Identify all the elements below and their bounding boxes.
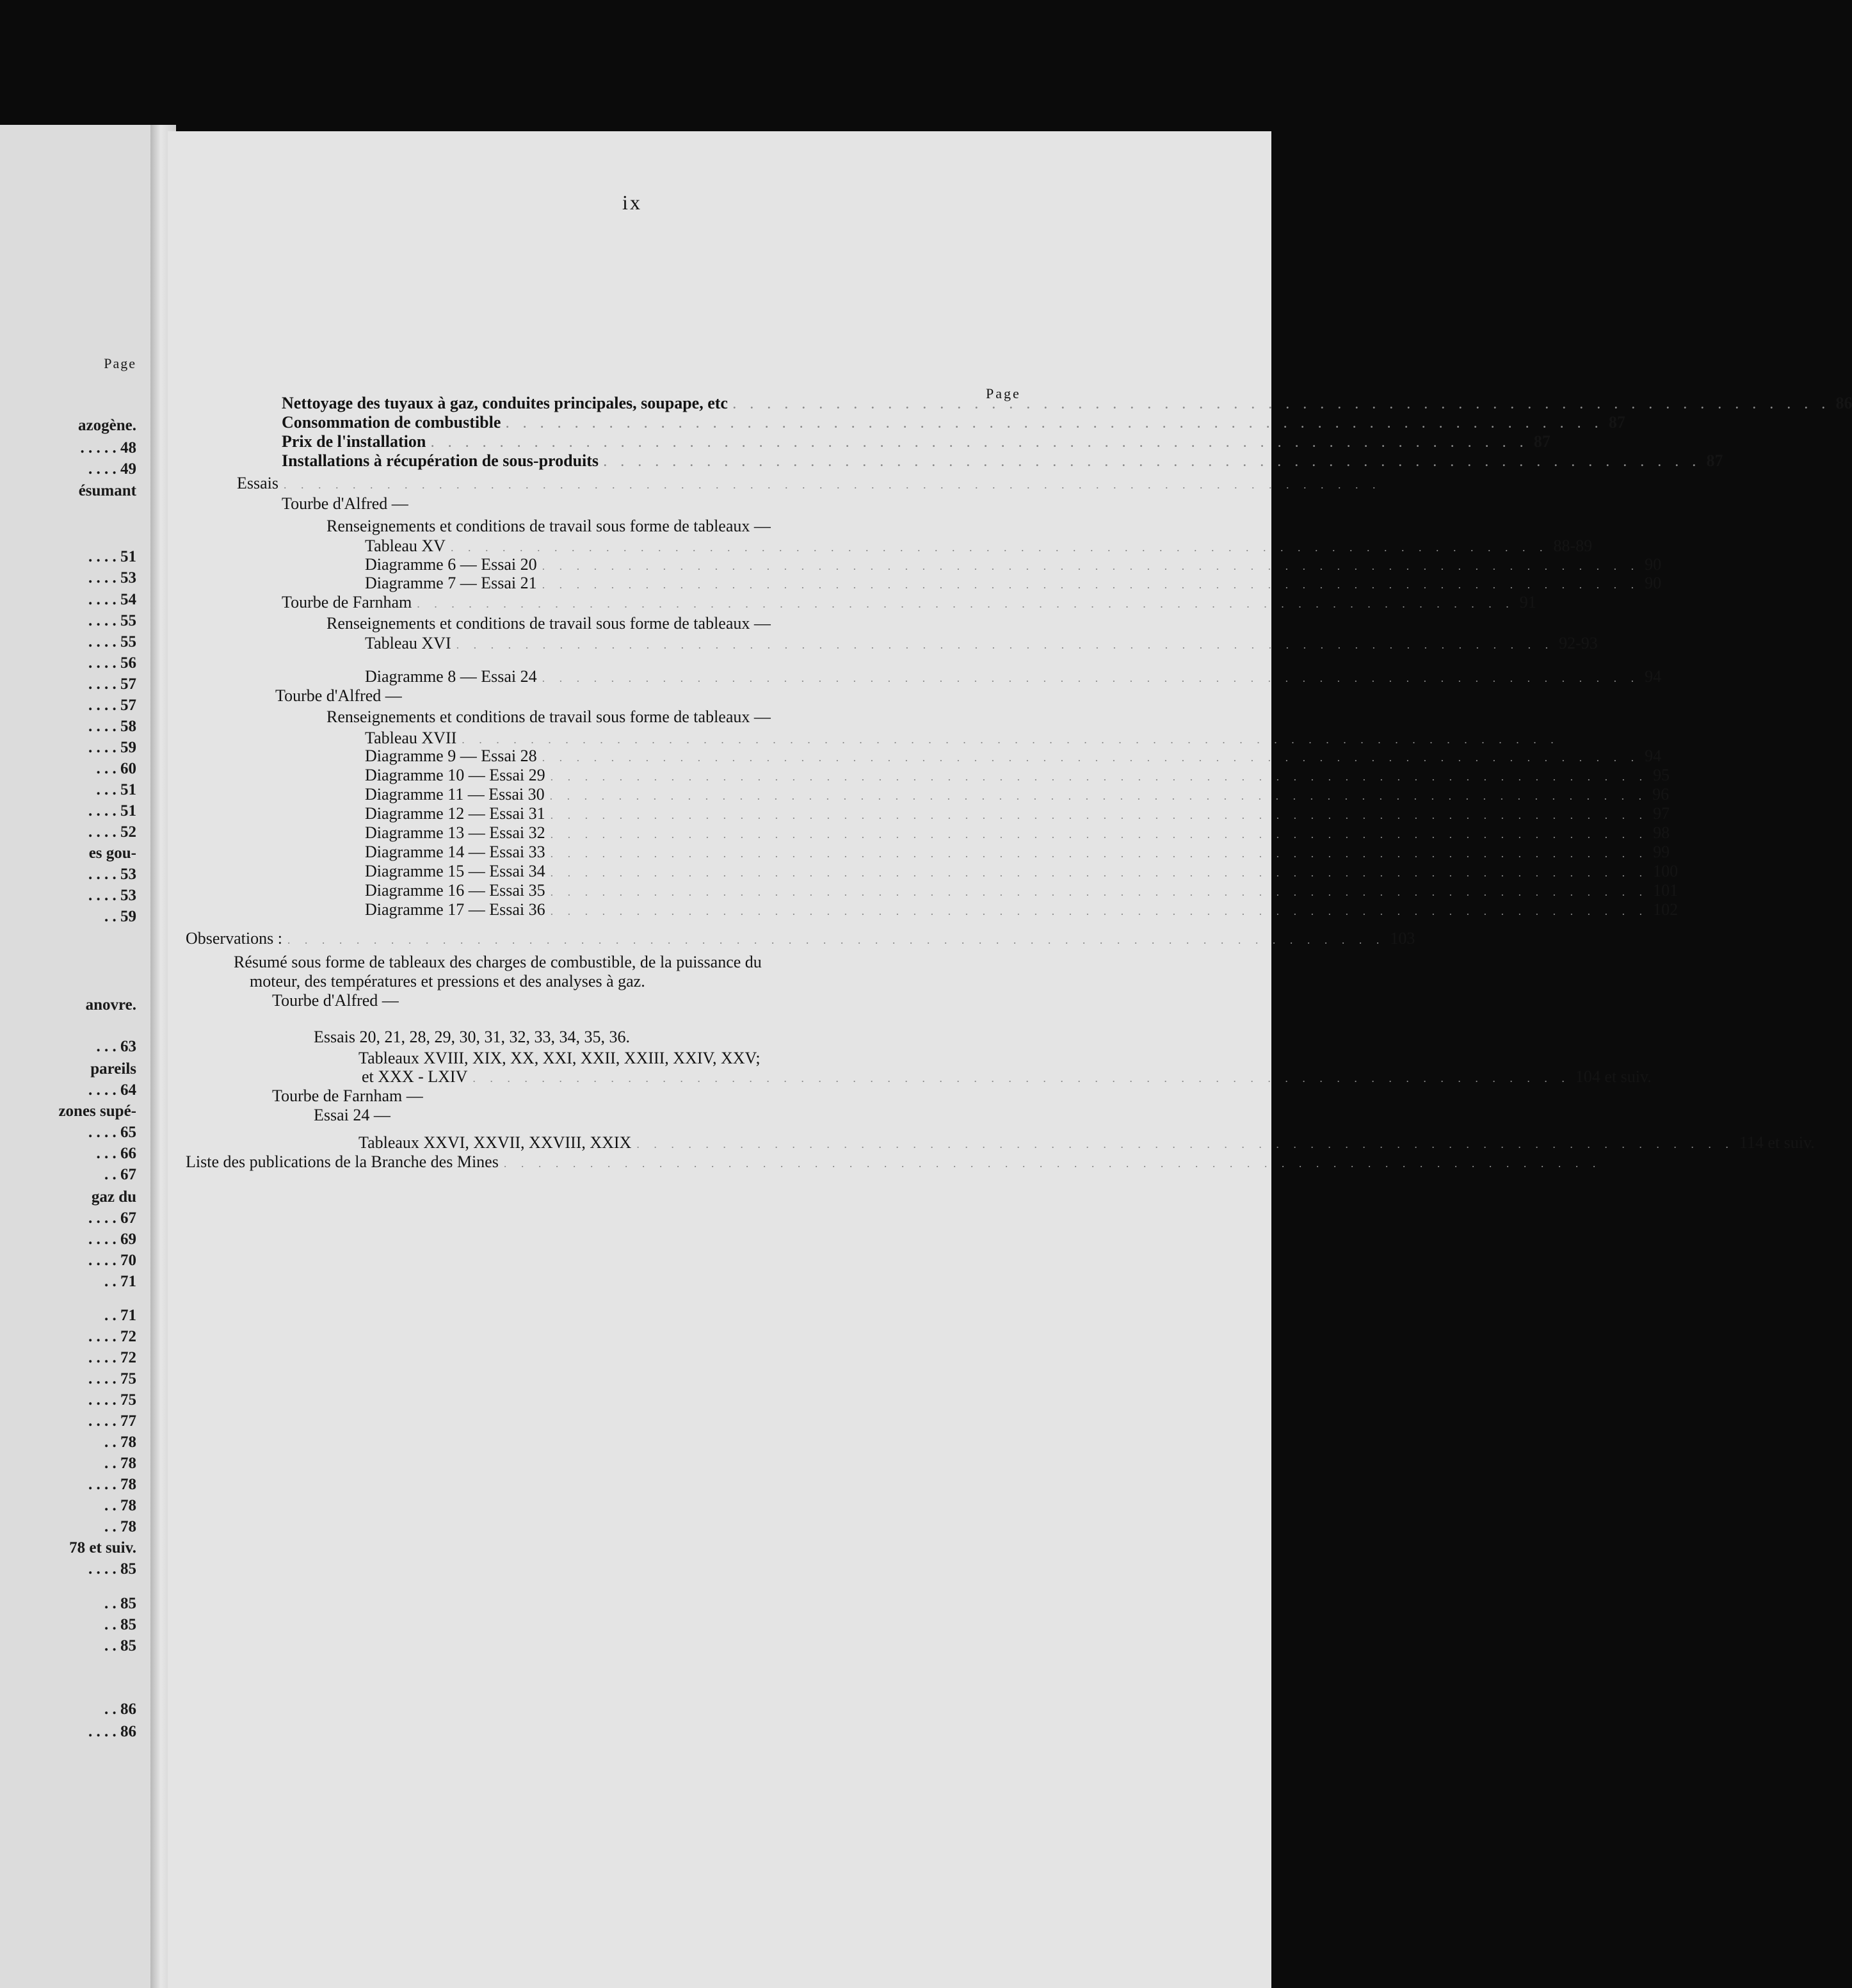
- left-page-line: . . . . 86: [88, 1723, 136, 1740]
- toc-entry: [365, 574, 1662, 594]
- toc-entry: [237, 474, 1381, 494]
- left-page-line: es gou-: [88, 844, 136, 862]
- dot-leader: . . . . . . . . . . . . . . . . . . . . . . . . . . . . . . . . . . . . . . . . . . . . . . . . . . . . . . . . . . . . . . . .: [550, 770, 1648, 783]
- dot-leader: . . . . . . . . . . . . . . . . . . . . . . . . . . . . . . . . . . . . . . . . . . . . . . . . . . . . . . . . . . . . . . . .: [636, 1138, 1734, 1151]
- toc-heading: [314, 1106, 391, 1125]
- toc-entry: [186, 1152, 1602, 1173]
- left-page-line: . . . . 49: [88, 460, 136, 478]
- toc-entry-page: 104 et suiv.: [1575, 1067, 1652, 1086]
- toc-heading: [275, 686, 402, 706]
- left-page-line: . . . . . 48: [80, 439, 136, 457]
- left-page-line: . . . . 54: [88, 591, 136, 608]
- left-page-line: . . . . 65: [88, 1124, 136, 1141]
- toc-heading: [234, 953, 762, 972]
- toc-entry-title: Diagramme 9 — Essai 28: [365, 747, 537, 765]
- toc-entry-page: 97: [1653, 804, 1670, 823]
- left-page-line: . . . . 53: [88, 887, 136, 904]
- left-page-line: . . . . 55: [88, 612, 136, 629]
- dot-leader: . . . . . . . . . . . . . . . . . . . . . . . . . . . . . . . . . . . . . . . . . . . . . . . . . . . . . . . . . . . . . . . .: [450, 541, 1549, 554]
- left-page-line: . . 78: [104, 1497, 136, 1514]
- toc-entry: [365, 900, 1679, 921]
- toc-entry-title: Tableau XV: [365, 537, 446, 555]
- left-page-line: . . 71: [104, 1273, 136, 1290]
- left-page-line: . . 78: [104, 1455, 136, 1472]
- toc-heading-text: Tableaux XVIII, XIX, XX, XXI, XXII, XXIII, XXIV, XXV;: [358, 1049, 761, 1067]
- dot-leader: . . . . . . . . . . . . . . . . . . . . . . . . . . . . . . . . . . . . . . . . . . . . . . . . . . . . . . . . . . . . . . . .: [456, 638, 1554, 651]
- left-page-line: zones supé-: [58, 1103, 136, 1120]
- toc-entry-title: Tableau XVI: [365, 634, 451, 652]
- left-page-line: . . 85: [104, 1595, 136, 1612]
- left-page-line: . . . . 70: [88, 1252, 136, 1269]
- toc-entry-page: 96: [1652, 785, 1670, 804]
- toc-heading-text: Résumé sous forme de tableaux des charges de combustible, de la puissance du: [234, 953, 762, 971]
- toc-entry-page: 90: [1645, 574, 1662, 592]
- left-page-line: . . . . 51: [88, 802, 136, 820]
- toc-entry: [365, 747, 1662, 767]
- left-page-line: . . 85: [104, 1637, 136, 1654]
- left-page-line: . . 78: [104, 1518, 136, 1535]
- page-column-label: Page: [986, 385, 1021, 401]
- toc-entry-title: Prix de l'installation: [282, 432, 426, 451]
- toc-entry-title: Diagramme 14 — Essai 33: [365, 843, 545, 861]
- toc-heading: [326, 614, 771, 633]
- toc-entry: [365, 881, 1679, 901]
- toc-heading: [250, 972, 645, 991]
- toc-entry: [365, 634, 1598, 654]
- left-page-line: . . . . 72: [88, 1328, 136, 1345]
- toc-entry-title: Diagramme 10 — Essai 29: [365, 766, 545, 784]
- left-page-line: . . 85: [104, 1616, 136, 1633]
- left-page-line: . . . . 52: [88, 823, 136, 841]
- left-page-line: gaz du: [91, 1188, 136, 1206]
- toc-heading: [326, 517, 771, 536]
- toc-entry-page: 91: [1519, 593, 1536, 611]
- toc-entry-page: 86: [1835, 394, 1852, 412]
- dot-leader: . . . . . . . . . . . . . . . . . . . . . . . . . . . . . . . . . . . . . . . . . . . . . . . . . . . . . . . . . . . . . . . .: [550, 847, 1648, 860]
- toc-entry: [365, 555, 1662, 576]
- toc-entry: [282, 413, 1625, 433]
- toc-entry-title: Tableau XVII: [365, 729, 457, 747]
- dot-leader: . . . . . . . . . . . . . . . . . . . . . . . . . . . . . . . . . . . . . . . . . . . . . . . . . . . . . . . . . . . . . . . .: [550, 828, 1648, 841]
- toc-entry-page: 114 et suiv.: [1739, 1133, 1815, 1152]
- left-page-line: . . . . 57: [88, 697, 136, 714]
- dot-leader: . . . . . . . . . . . . . . . . . . . . . . . . . . . . . . . . . . . . . . . . . . . . . . . . . . . . . . . . . . . . . . . .: [550, 885, 1648, 898]
- toc-heading-text: Essai 24 —: [314, 1106, 391, 1124]
- left-page-line: . . . . 85: [88, 1560, 136, 1578]
- toc-entry-title: Consommation de combustible: [282, 413, 501, 432]
- toc-heading: [358, 1049, 761, 1068]
- dot-leader: . . . . . . . . . . . . . . . . . . . . . . . . . . . . . . . . . . . . . . . . . . . . . . . . . . . . . . . . . . . . . . . .: [604, 456, 1702, 469]
- left-page-line: . . 78: [104, 1434, 136, 1451]
- left-page-line: ésumant: [78, 482, 136, 499]
- toc-entry-page: 103: [1390, 929, 1415, 948]
- dot-leader: . . . . . . . . . . . . . . . . . . . . . . . . . . . . . . . . . . . . . . . . . . . . . . . . . . . . . . . . . . . . . . . .: [732, 398, 1831, 411]
- toc-heading-text: Tourbe d'Alfred —: [282, 494, 408, 513]
- dot-leader: . . . . . . . . . . . . . . . . . . . . . . . . . . . . . . . . . . . . . . . . . . . . . . . . . . . . . . . . . . . . . . . .: [542, 751, 1640, 764]
- toc-entry: [365, 804, 1670, 825]
- toc-entry-page: 87: [1706, 451, 1723, 470]
- left-page-line: . . 59: [104, 908, 136, 925]
- toc-entry-page: 87: [1608, 413, 1625, 432]
- toc-heading-text: Renseignements et conditions de travail sous forme de tableaux —: [326, 614, 771, 633]
- toc-entry-title: Diagramme 17 — Essai 36: [365, 900, 545, 919]
- dot-leader: . . . . . . . . . . . . . . . . . . . . . . . . . . . . . . . . . . . . . . . . . . . . . . . . . . . . . . . . . . . . . . . .: [550, 866, 1648, 879]
- toc-entry-title: Diagramme 15 — Essai 34: [365, 862, 545, 880]
- dot-leader: . . . . . . . . . . . . . . . . . . . . . . . . . . . . . . . . . . . . . . . . . . . . . . . . . . . . . . . . . . . . . . . .: [472, 1072, 1570, 1085]
- toc-heading-text: Tourbe d'Alfred —: [272, 991, 399, 1010]
- toc-entry-page: 87: [1533, 432, 1550, 451]
- dot-leader: . . . . . . . . . . . . . . . . . . . . . . . . . . . . . . . . . . . . . . . . . . . . . . . . . . . . . . . . . . . . . . . .: [550, 809, 1648, 821]
- left-page-line: . . . 63: [96, 1038, 136, 1055]
- left-page-line: . . . . 77: [88, 1412, 136, 1430]
- left-page-line: . . . 51: [96, 781, 136, 798]
- toc-entry-page: 100: [1653, 862, 1679, 880]
- dot-leader: . . . . . . . . . . . . . . . . . . . . . . . . . . . . . . . . . . . . . . . . . . . . . . . . . . . . . . . . . . . . . . . .: [462, 733, 1559, 746]
- toc-entry: [365, 785, 1670, 805]
- left-page-line: anovre.: [85, 996, 136, 1014]
- left-page-line: . . . . 55: [88, 633, 136, 651]
- dot-leader: . . . . . . . . . . . . . . . . . . . . . . . . . . . . . . . . . . . . . . . . . . . . . . . . . . . . . . . . . . . . . . . .: [542, 560, 1640, 572]
- toc-heading: [326, 707, 771, 727]
- toc-entry: [365, 667, 1662, 688]
- left-page-line: . . . . 72: [88, 1349, 136, 1366]
- toc-entry-title: Diagramme 6 — Essai 20: [365, 555, 537, 574]
- toc-entry-page: 88-89: [1553, 537, 1593, 555]
- dot-leader: . . . . . . . . . . . . . . . . . . . . . . . . . . . . . . . . . . . . . . . . . . . . . . . . . . . . . . . . . . . . . . . .: [431, 437, 1529, 449]
- toc-entry: [365, 862, 1679, 882]
- toc-entry: [358, 1133, 1815, 1154]
- left-page-line: . . . . 53: [88, 569, 136, 586]
- left-page: [0, 125, 150, 1988]
- left-page-line: . . . . 69: [88, 1231, 136, 1248]
- toc-entry-page: 94: [1645, 667, 1662, 686]
- dot-leader: . . . . . . . . . . . . . . . . . . . . . . . . . . . . . . . . . . . . . . . . . . . . . . . . . . . . . . . . . . . . . . . .: [417, 597, 1515, 610]
- left-page-line: . . . 60: [96, 760, 136, 777]
- left-page-line: 78 et suiv.: [69, 1539, 136, 1556]
- left-page-line: . . . 66: [96, 1145, 136, 1162]
- left-page-line: . . . . 53: [88, 866, 136, 883]
- toc-entry-title: Tableaux XXVI, XXVII, XXVIII, XXIX: [358, 1133, 632, 1152]
- dot-leader: . . . . . . . . . . . . . . . . . . . . . . . . . . . . . . . . . . . . . . . . . . . . . . . . . . . . . . . . . . . . . . . .: [550, 905, 1648, 917]
- left-page-line: . . . . 59: [88, 739, 136, 756]
- toc-entry-page: 95: [1653, 766, 1670, 784]
- toc-entry-page: 90: [1645, 555, 1662, 574]
- toc-entry-title: Liste des publications de la Branche des Mines: [186, 1152, 499, 1171]
- toc-entry-title: Essais: [237, 474, 278, 492]
- toc-entry-page: 99: [1653, 843, 1670, 861]
- dot-leader: . . . . . . . . . . . . . . . . . . . . . . . . . . . . . . . . . . . . . . . . . . . . . . . . . . . . . . . . . . . . . . . .: [549, 789, 1648, 802]
- toc-entry: [365, 823, 1670, 844]
- left-page-line: . . 86: [104, 1701, 136, 1718]
- toc-entry-title: Nettoyage des tuyaux à gaz, conduites principales, soupape, etc: [282, 394, 728, 412]
- toc-entry: [282, 451, 1723, 472]
- toc-entry-title: Diagramme 11 — Essai 30: [365, 785, 545, 804]
- toc-heading-text: Tourbe d'Alfred —: [275, 686, 402, 705]
- toc-heading: [282, 494, 408, 513]
- toc-heading-text: moteur, des températures et pressions et des analyses à gaz.: [250, 972, 645, 990]
- left-page-line: pareils: [90, 1060, 136, 1078]
- toc-entry: [282, 593, 1536, 613]
- toc-entry-page: 98: [1653, 823, 1670, 842]
- dot-leader: . . . . . . . . . . . . . . . . . . . . . . . . . . . . . . . . . . . . . . . . . . . . . . . . . . . . . . . . . . . . . . . .: [542, 672, 1640, 684]
- toc-entry-title: Diagramme 12 — Essai 31: [365, 804, 545, 823]
- left-page-line: . . 71: [104, 1307, 136, 1324]
- toc-entry-title: et XXX - LXIV: [362, 1067, 468, 1086]
- left-page-line: azogène.: [78, 417, 136, 434]
- toc-entry-page: 92-93: [1559, 634, 1598, 652]
- left-page-line: . . . . 51: [88, 548, 136, 565]
- dot-leader: . . . . . . . . . . . . . . . . . . . . . . . . . . . . . . . . . . . . . . . . . . . . . . . . . . . . . . . . . . . . . . . .: [503, 1157, 1602, 1170]
- toc-entry: [365, 843, 1670, 863]
- dot-leader: . . . . . . . . . . . . . . . . . . . . . . . . . . . . . . . . . . . . . . . . . . . . . . . . . . . . . . . . . . . . . . . .: [506, 417, 1604, 430]
- left-page-line: . . . . 75: [88, 1391, 136, 1409]
- left-page-line: . . . . 56: [88, 654, 136, 672]
- left-page-line: . . . . 67: [88, 1209, 136, 1227]
- toc-entry-title: Observations :: [186, 929, 282, 948]
- toc-entry-page: 101: [1653, 881, 1679, 900]
- left-page-line: . . . . 58: [88, 718, 136, 735]
- left-page-line: . . . . 78: [88, 1476, 136, 1493]
- toc-heading-text: Tourbe de Farnham —: [272, 1087, 423, 1105]
- left-page-line: . . . . 64: [88, 1081, 136, 1099]
- toc-entry-title: Diagramme 8 — Essai 24: [365, 667, 537, 686]
- toc-entry-title: Installations à récupération de sous-produits: [282, 451, 599, 470]
- toc-entry-title: Diagramme 16 — Essai 35: [365, 881, 545, 900]
- left-page-line: . . . . 75: [88, 1370, 136, 1387]
- toc-entry-title: Diagramme 7 — Essai 21: [365, 574, 537, 592]
- toc-entry-page: 94: [1645, 747, 1662, 765]
- toc-entry: [186, 929, 1415, 950]
- toc-entry: [365, 537, 1593, 557]
- toc-heading: [272, 991, 399, 1010]
- toc-entry: [282, 394, 1852, 414]
- dot-leader: . . . . . . . . . . . . . . . . . . . . . . . . . . . . . . . . . . . . . . . . . . . . . . . . . . . . . . . . . . . . . . . .: [284, 478, 1381, 491]
- toc-entry-title: Tourbe de Farnham: [282, 593, 412, 611]
- toc-heading-text: Renseignements et conditions de travail sous forme de tableaux —: [326, 707, 771, 726]
- dot-leader: . . . . . . . . . . . . . . . . . . . . . . . . . . . . . . . . . . . . . . . . . . . . . . . . . . . . . . . . . . . . . . . .: [287, 933, 1385, 946]
- dot-leader: . . . . . . . . . . . . . . . . . . . . . . . . . . . . . . . . . . . . . . . . . . . . . . . . . . . . . . . . . . . . . . . .: [542, 578, 1640, 591]
- left-page-line: . . 67: [104, 1166, 136, 1183]
- toc-entry-page: 102: [1653, 900, 1679, 919]
- page-folio: ix: [622, 191, 642, 214]
- toc-entry-title: Diagramme 13 — Essai 32: [365, 823, 545, 842]
- toc-heading-text: Essais 20, 21, 28, 29, 30, 31, 32, 33, 34, 35, 36.: [314, 1028, 630, 1046]
- toc-entry: [282, 432, 1550, 453]
- toc-entry: [362, 1067, 1652, 1088]
- left-page-line: . . . . 57: [88, 675, 136, 693]
- left-page-label: Page: [104, 355, 136, 371]
- toc-heading: [314, 1028, 630, 1047]
- toc-heading-text: Renseignements et conditions de travail sous forme de tableaux —: [326, 517, 771, 535]
- toc-entry: [365, 766, 1670, 786]
- toc-heading: [272, 1087, 423, 1106]
